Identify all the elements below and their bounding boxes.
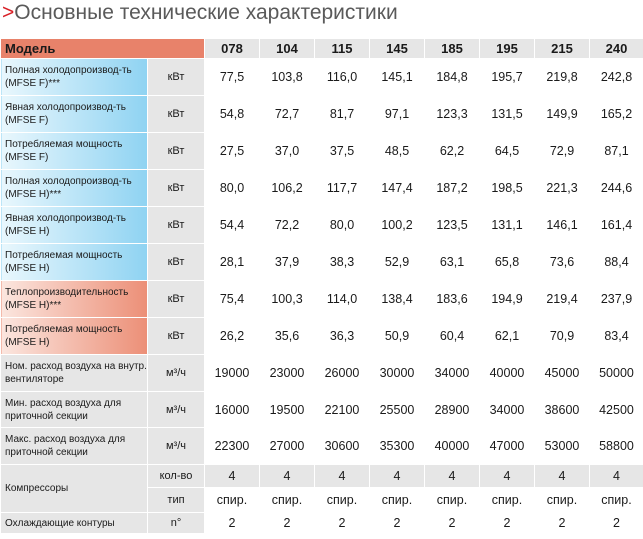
row-value: 58800 [590, 428, 643, 465]
row-value: 4 [590, 465, 643, 488]
compressor-count-row [1, 465, 643, 488]
row-value: 38,3 [315, 244, 370, 281]
row-value: 2 [535, 513, 590, 534]
row-value: 28,1 [205, 244, 260, 281]
row-value: 219,4 [535, 281, 590, 318]
table-row [1, 133, 643, 170]
row-value: 2 [370, 513, 425, 534]
table-row [1, 96, 643, 133]
row-value: 4 [425, 465, 480, 488]
row-value: 40000 [425, 428, 480, 465]
title-text: Основные технические характеристики [14, 1, 398, 24]
row-value: 35300 [370, 428, 425, 465]
model-145: 145 [370, 39, 425, 59]
row-name: Потребляемая мощность (MFSE H) [1, 318, 148, 355]
row-name: Охлаждающие контуры [1, 513, 148, 534]
row-value: 50000 [590, 355, 643, 392]
row-value: 19500 [260, 392, 315, 428]
table-row [1, 244, 643, 281]
row-value: 62,1 [480, 318, 535, 355]
row-value: 28900 [425, 392, 480, 428]
row-unit: кВт [148, 96, 205, 133]
row-value: 36,3 [315, 318, 370, 355]
row-unit: м³/ч [148, 392, 205, 428]
row-value: 146,1 [535, 207, 590, 244]
row-value: спир. [480, 488, 535, 513]
row-value: 54,4 [205, 207, 260, 244]
row-value: 4 [535, 465, 590, 488]
row-value: 60,4 [425, 318, 480, 355]
row-value: 237,9 [590, 281, 643, 318]
row-value: 100,2 [370, 207, 425, 244]
row-value: 30000 [370, 355, 425, 392]
row-value: 4 [260, 465, 315, 488]
row-value: 195,7 [480, 59, 535, 96]
table-row [1, 207, 643, 244]
row-value: 194,9 [480, 281, 535, 318]
row-value: 183,6 [425, 281, 480, 318]
row-value: 72,7 [260, 96, 315, 133]
title-arrow: > [2, 1, 15, 24]
row-value: 25500 [370, 392, 425, 428]
row-value: 22300 [205, 428, 260, 465]
row-value: 138,4 [370, 281, 425, 318]
row-value: 34000 [425, 355, 480, 392]
row-unit: кВт [148, 170, 205, 207]
row-value: 83,4 [590, 318, 643, 355]
table-row [1, 281, 643, 318]
row-value: 131,5 [480, 96, 535, 133]
row-name: Ном. расход воздуха на внутр. вентиляторе [1, 355, 148, 392]
row-unit: м³/ч [148, 355, 205, 392]
row-value: 54,8 [205, 96, 260, 133]
row-value: 26,2 [205, 318, 260, 355]
table-row [1, 428, 643, 465]
row-unit: n° [148, 513, 205, 534]
row-value: спир. [535, 488, 590, 513]
row-value: 4 [315, 465, 370, 488]
row-value: 149,9 [535, 96, 590, 133]
row-value: 165,2 [590, 96, 643, 133]
row-value: 62,2 [425, 133, 480, 170]
row-value: 73,6 [535, 244, 590, 281]
row-value: 16000 [205, 392, 260, 428]
row-name: Макс. расход воздуха для приточной секции [1, 428, 148, 465]
table-row [1, 318, 643, 355]
row-value: 45000 [535, 355, 590, 392]
row-value: 63,1 [425, 244, 480, 281]
row-value: 37,5 [315, 133, 370, 170]
row-name: Мин. расход воздуха для приточной секции [1, 392, 148, 428]
row-value: 50,9 [370, 318, 425, 355]
row-value: 97,1 [370, 96, 425, 133]
model-header: Модель [1, 39, 205, 59]
row-name: Явная холодопроизвод-ть (MFSE F) [1, 96, 148, 133]
row-value: 23000 [260, 355, 315, 392]
row-value: 221,3 [535, 170, 590, 207]
row-value: 47000 [480, 428, 535, 465]
row-value: 65,8 [480, 244, 535, 281]
row-value: 27,5 [205, 133, 260, 170]
row-value: 70,9 [535, 318, 590, 355]
row-value: спир. [590, 488, 643, 513]
model-195: 195 [480, 39, 535, 59]
row-value: 103,8 [260, 59, 315, 96]
row-name: Теплопроизводительность (MFSE H)*** [1, 281, 148, 318]
model-115: 115 [315, 39, 370, 59]
row-value: 147,4 [370, 170, 425, 207]
row-value: 4 [370, 465, 425, 488]
row-value: 81,7 [315, 96, 370, 133]
row-value: 37,0 [260, 133, 315, 170]
row-value: 4 [480, 465, 535, 488]
row-value: 34000 [480, 392, 535, 428]
row-value: 187,2 [425, 170, 480, 207]
row-unit: м³/ч [148, 428, 205, 465]
row-value: 77,5 [205, 59, 260, 96]
row-value: 19000 [205, 355, 260, 392]
row-value: 72,2 [260, 207, 315, 244]
row-value: 100,3 [260, 281, 315, 318]
row-value: 42500 [590, 392, 643, 428]
row-value: 37,9 [260, 244, 315, 281]
row-value: 87,1 [590, 133, 643, 170]
row-value: 27000 [260, 428, 315, 465]
row-value: 2 [315, 513, 370, 534]
row-value: 80,0 [315, 207, 370, 244]
model-185: 185 [425, 39, 480, 59]
row-value: 72,9 [535, 133, 590, 170]
row-value: 30600 [315, 428, 370, 465]
row-value: 64,5 [480, 133, 535, 170]
row-value: 117,7 [315, 170, 370, 207]
model-104: 104 [260, 39, 315, 59]
model-240: 240 [590, 39, 643, 59]
row-value: спир. [425, 488, 480, 513]
row-value: 26000 [315, 355, 370, 392]
table-row [1, 392, 643, 428]
row-value: 106,2 [260, 170, 315, 207]
page-title [2, 0, 398, 28]
compressors-label: Компрессоры [1, 465, 148, 513]
row-value: 219,8 [535, 59, 590, 96]
row-value: 2 [205, 513, 260, 534]
row-value: 116,0 [315, 59, 370, 96]
row-value: 52,9 [370, 244, 425, 281]
model-078: 078 [205, 39, 260, 59]
row-value: 2 [425, 513, 480, 534]
row-value: 40000 [480, 355, 535, 392]
row-unit: кВт [148, 207, 205, 244]
row-unit: кВт [148, 244, 205, 281]
row-unit: кВт [148, 281, 205, 318]
row-value: 48,5 [370, 133, 425, 170]
row-name: Полная холодопроизвод-ть (MFSE H)*** [1, 170, 148, 207]
row-value: 2 [590, 513, 643, 534]
row-value: 22100 [315, 392, 370, 428]
row-value: 88,4 [590, 244, 643, 281]
row-value: 75,4 [205, 281, 260, 318]
row-unit: кол-во [148, 465, 205, 488]
row-value: 244,6 [590, 170, 643, 207]
row-value: 38600 [535, 392, 590, 428]
subtitle: delta t group [232, 28, 277, 37]
table-row [1, 59, 643, 96]
row-value: 198,5 [480, 170, 535, 207]
row-value: 145,1 [370, 59, 425, 96]
table-row [1, 170, 643, 207]
row-value: спир. [260, 488, 315, 513]
row-value: 161,4 [590, 207, 643, 244]
header-row [1, 39, 643, 59]
circuits-row [1, 513, 643, 534]
row-name: Потребляемая мощность (MFSE H) [1, 244, 148, 281]
table-row [1, 355, 643, 392]
row-unit: кВт [148, 133, 205, 170]
row-value: 123,3 [425, 96, 480, 133]
row-value: 114,0 [315, 281, 370, 318]
row-value: 131,1 [480, 207, 535, 244]
row-value: 2 [260, 513, 315, 534]
row-value: 2 [480, 513, 535, 534]
row-unit: кВт [148, 59, 205, 96]
row-name: Полная холодопроизвод-ть (MFSE F)*** [1, 59, 148, 96]
row-name: Потребляемая мощность (MFSE F) [1, 133, 148, 170]
row-unit: тип [148, 488, 205, 513]
row-value: спир. [205, 488, 260, 513]
row-value: 184,8 [425, 59, 480, 96]
model-215: 215 [535, 39, 590, 59]
row-value: спир. [370, 488, 425, 513]
row-value: 242,8 [590, 59, 643, 96]
row-value: 123,5 [425, 207, 480, 244]
row-name: Явная холодопроизвод-ть (MFSE H) [1, 207, 148, 244]
row-value: 53000 [535, 428, 590, 465]
row-value: 80,0 [205, 170, 260, 207]
row-value: 4 [205, 465, 260, 488]
row-value: 35,6 [260, 318, 315, 355]
row-value: спир. [315, 488, 370, 513]
specs-table [0, 38, 643, 534]
row-unit: кВт [148, 318, 205, 355]
